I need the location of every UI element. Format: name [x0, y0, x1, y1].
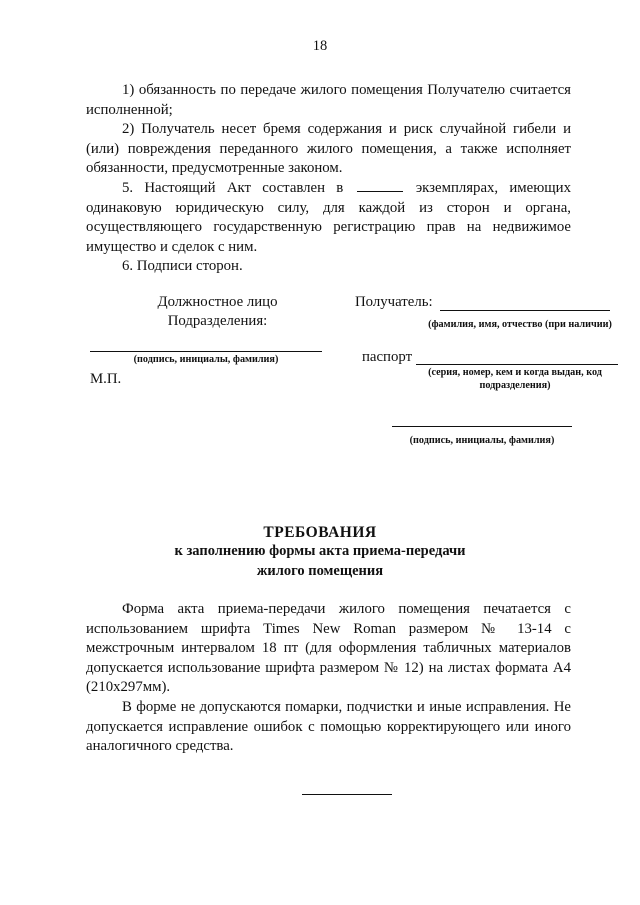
paragraph-copies-before: 5. Настоящий Акт составлен в [122, 180, 344, 196]
passport-line [416, 364, 618, 365]
official-title [120, 293, 315, 331]
paragraph-obligation-fulfilled: 1) обязанность по передаче жилого помещения Получателю считается исполненной; [86, 82, 571, 118]
official-title-line2: Подразделения: [167, 313, 268, 329]
page-number: 18 [312, 38, 328, 54]
requirements-title: ТРЕБОВАНИЯ [263, 524, 377, 541]
passport-caption-line1: (серия, номер, кем и когда выдан, код [428, 367, 602, 378]
passport-caption-line2: подразделения) [479, 380, 551, 391]
paragraph-copies-after: экземплярах, имеющих одинаковую юридическую силу, для каждой из сторон и органа, осуществляющего государственную регистрацию прав на недвижимое имущество и сделок с ним. [86, 180, 571, 255]
copies-count-blank [357, 179, 403, 192]
paragraph-copies [86, 179, 571, 257]
passport-caption [410, 366, 620, 392]
requirements-paragraph-corrections: В форме не допускаются помарки, подчистки и иные исправления. Не допускается исправление ошибок с помощью корректирующего или иного аналогичного средства. [86, 699, 571, 755]
recipient-sign-line [392, 426, 572, 427]
official-title-line1: Должностное лицо [157, 294, 278, 310]
passport-label: паспорт [362, 349, 413, 365]
official-sign-line [90, 351, 322, 352]
official-sign-caption: (подпись, инициалы, фамилия) [133, 354, 279, 365]
recipient-caption: (фамилия, имя, отчество (при наличии) [428, 319, 612, 330]
paragraph-signatures: 6. Подписи сторон. [122, 258, 243, 274]
recipient-sign-caption: (подпись, инициалы, фамилия) [409, 435, 555, 446]
recipient-name-line [440, 310, 610, 311]
recipient-label: Получатель: [355, 294, 433, 310]
requirements-paragraph-font: Форма акта приема-передачи жилого помещения печатается с использованием шрифта Times New Roman размером № 13-14 с межстрочным интервалом 18 пт (для оформления табличных материалов допускается использование шрифта размером № 12) на листах формата А4 (210х297мм). [86, 601, 571, 696]
stamp-label: М.П. [90, 371, 122, 387]
end-separator-line [302, 794, 392, 795]
requirements-subtitle-line1: к заполнению формы акта приема-передачи [174, 543, 466, 559]
paragraph-recipient-burden: 2) Получатель несет бремя содержания и риск случайной гибели и (или) повреждения переданного жилого помещения, а также исполняет обязанности, предусмотренные законом. [86, 121, 571, 177]
requirements-subtitle-line2: жилого помещения [256, 563, 384, 579]
